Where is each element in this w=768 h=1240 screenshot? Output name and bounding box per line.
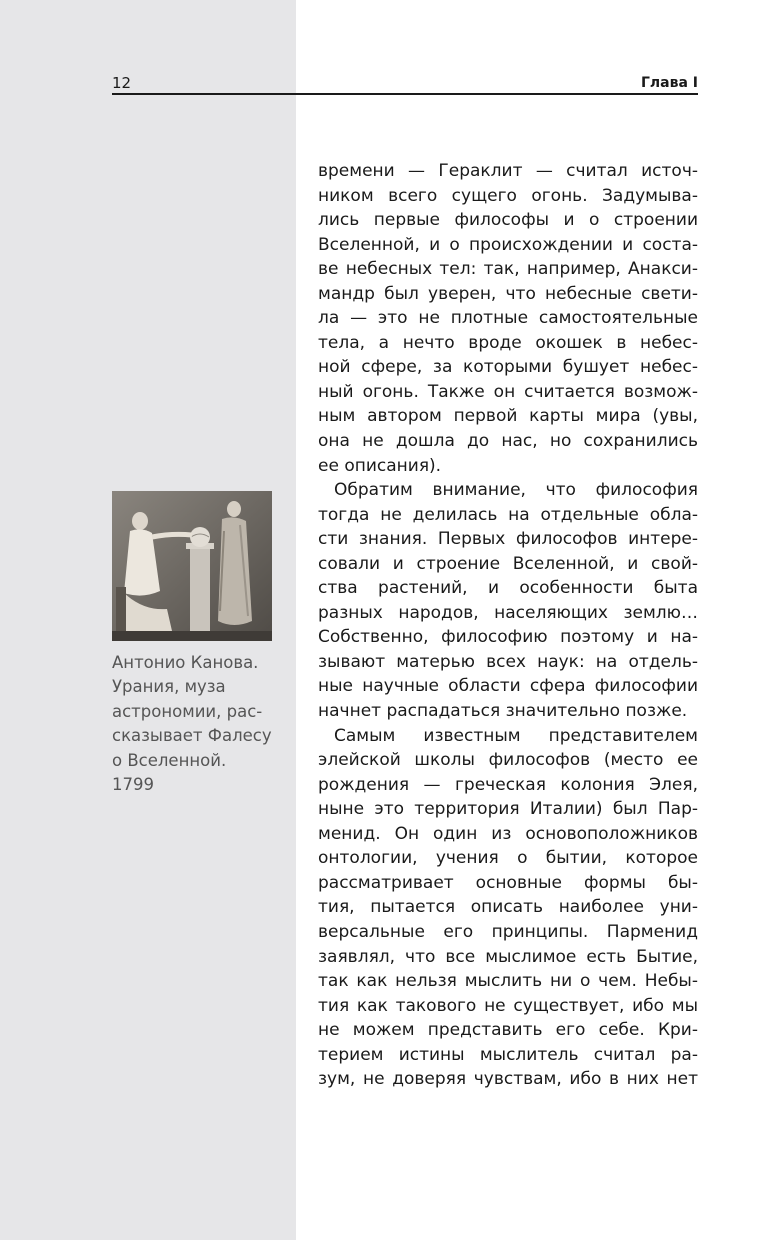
text-line: времени — Гераклит — считал источ- — [318, 161, 698, 181]
text-line: тела, а нечто вроде окошек в небес- — [318, 332, 698, 353]
text-line: рождения — греческая колония Элея, — [318, 774, 698, 795]
text-line: ее описания). — [318, 455, 442, 476]
text-line: терием истины мыслитель считал ра- — [318, 1044, 698, 1065]
text-line: ве небесных тел: так, например, Анакси- — [318, 259, 698, 280]
caption-line: сказывает Фалесу — [112, 726, 272, 746]
caption-line: 1799 — [112, 775, 154, 795]
text-line: совали и строение Вселенной, и свой- — [318, 553, 698, 574]
text-line: ные научные области сфера философии — [318, 676, 698, 697]
caption-line: о Вселенной. — [112, 750, 227, 770]
header-rule — [112, 93, 698, 95]
text-line: зум, не доверяя чувствам, ибо в них нет — [318, 1069, 698, 1090]
caption-line: Урания, муза — [112, 677, 226, 697]
text-line: тия как такового не существует, ибо мы — [318, 995, 698, 1016]
caption-line: астрономии, рас- — [112, 701, 263, 721]
body-text — [318, 159, 698, 1092]
text-line: разных народов, населяющих землю… — [318, 602, 698, 623]
text-line: Обратим внимание, что философия — [334, 480, 698, 501]
text-line: не можем представить его себе. Кри- — [318, 1020, 698, 1041]
text-line: тогда не делилась на отдельные обла- — [318, 504, 698, 525]
text-line: начнет распадаться значительно позже. — [318, 701, 688, 722]
text-line: зывают матерью всех наук: на отдель- — [318, 651, 698, 672]
text-line: тия, пытается описать наиболее уни- — [318, 897, 698, 918]
text-line: ным автором первой карты мира (увы, — [318, 406, 698, 427]
text-line: ныне это территория Италии) был Пар- — [318, 799, 698, 820]
caption-line: Антонио Канова. — [112, 653, 259, 672]
text-line: онтологии, учения о бытии, которое — [318, 848, 698, 869]
text-line: заявлял, что все мыслимое есть Бытие, — [318, 946, 698, 967]
text-line: менид. Он один из основоположников — [318, 823, 698, 844]
text-line: ства растений, и особенности быта — [318, 578, 698, 599]
canova-urania-painting — [112, 491, 272, 641]
text-line: мандр был уверен, что небесные свети- — [318, 283, 698, 304]
text-line: версальные его принципы. Парменид — [318, 921, 698, 942]
page-number: 12 — [112, 74, 132, 92]
text-line: лись первые философы и о строении — [318, 210, 698, 231]
text-line: Собственно, философию поэтому и на- — [318, 627, 698, 648]
text-line: рассматривает основные формы бы- — [318, 872, 698, 893]
text-line: она не дошла до нас, но сохранились — [318, 431, 698, 452]
text-line: Вселенной, и о происхождении и соста- — [318, 234, 698, 255]
text-line: Самым известным представителем — [334, 725, 698, 746]
text-line: ником всего сущего огонь. Задумыва- — [318, 185, 698, 206]
text-line: так как нельзя мыслить ни о чем. Небы- — [318, 971, 698, 992]
text-line: элейской школы философов (место ее — [318, 750, 698, 771]
text-line: ной сфере, за которыми бушует небес- — [318, 357, 698, 378]
text-line: ный огонь. Также он считается возмож- — [318, 381, 698, 402]
text-line: ла — это не плотные самостоятельные — [318, 308, 698, 329]
text-line: сти знания. Первых философов интере- — [318, 529, 698, 550]
figure-caption — [112, 651, 287, 797]
running-head-chapter: Глава I — [640, 75, 698, 91]
